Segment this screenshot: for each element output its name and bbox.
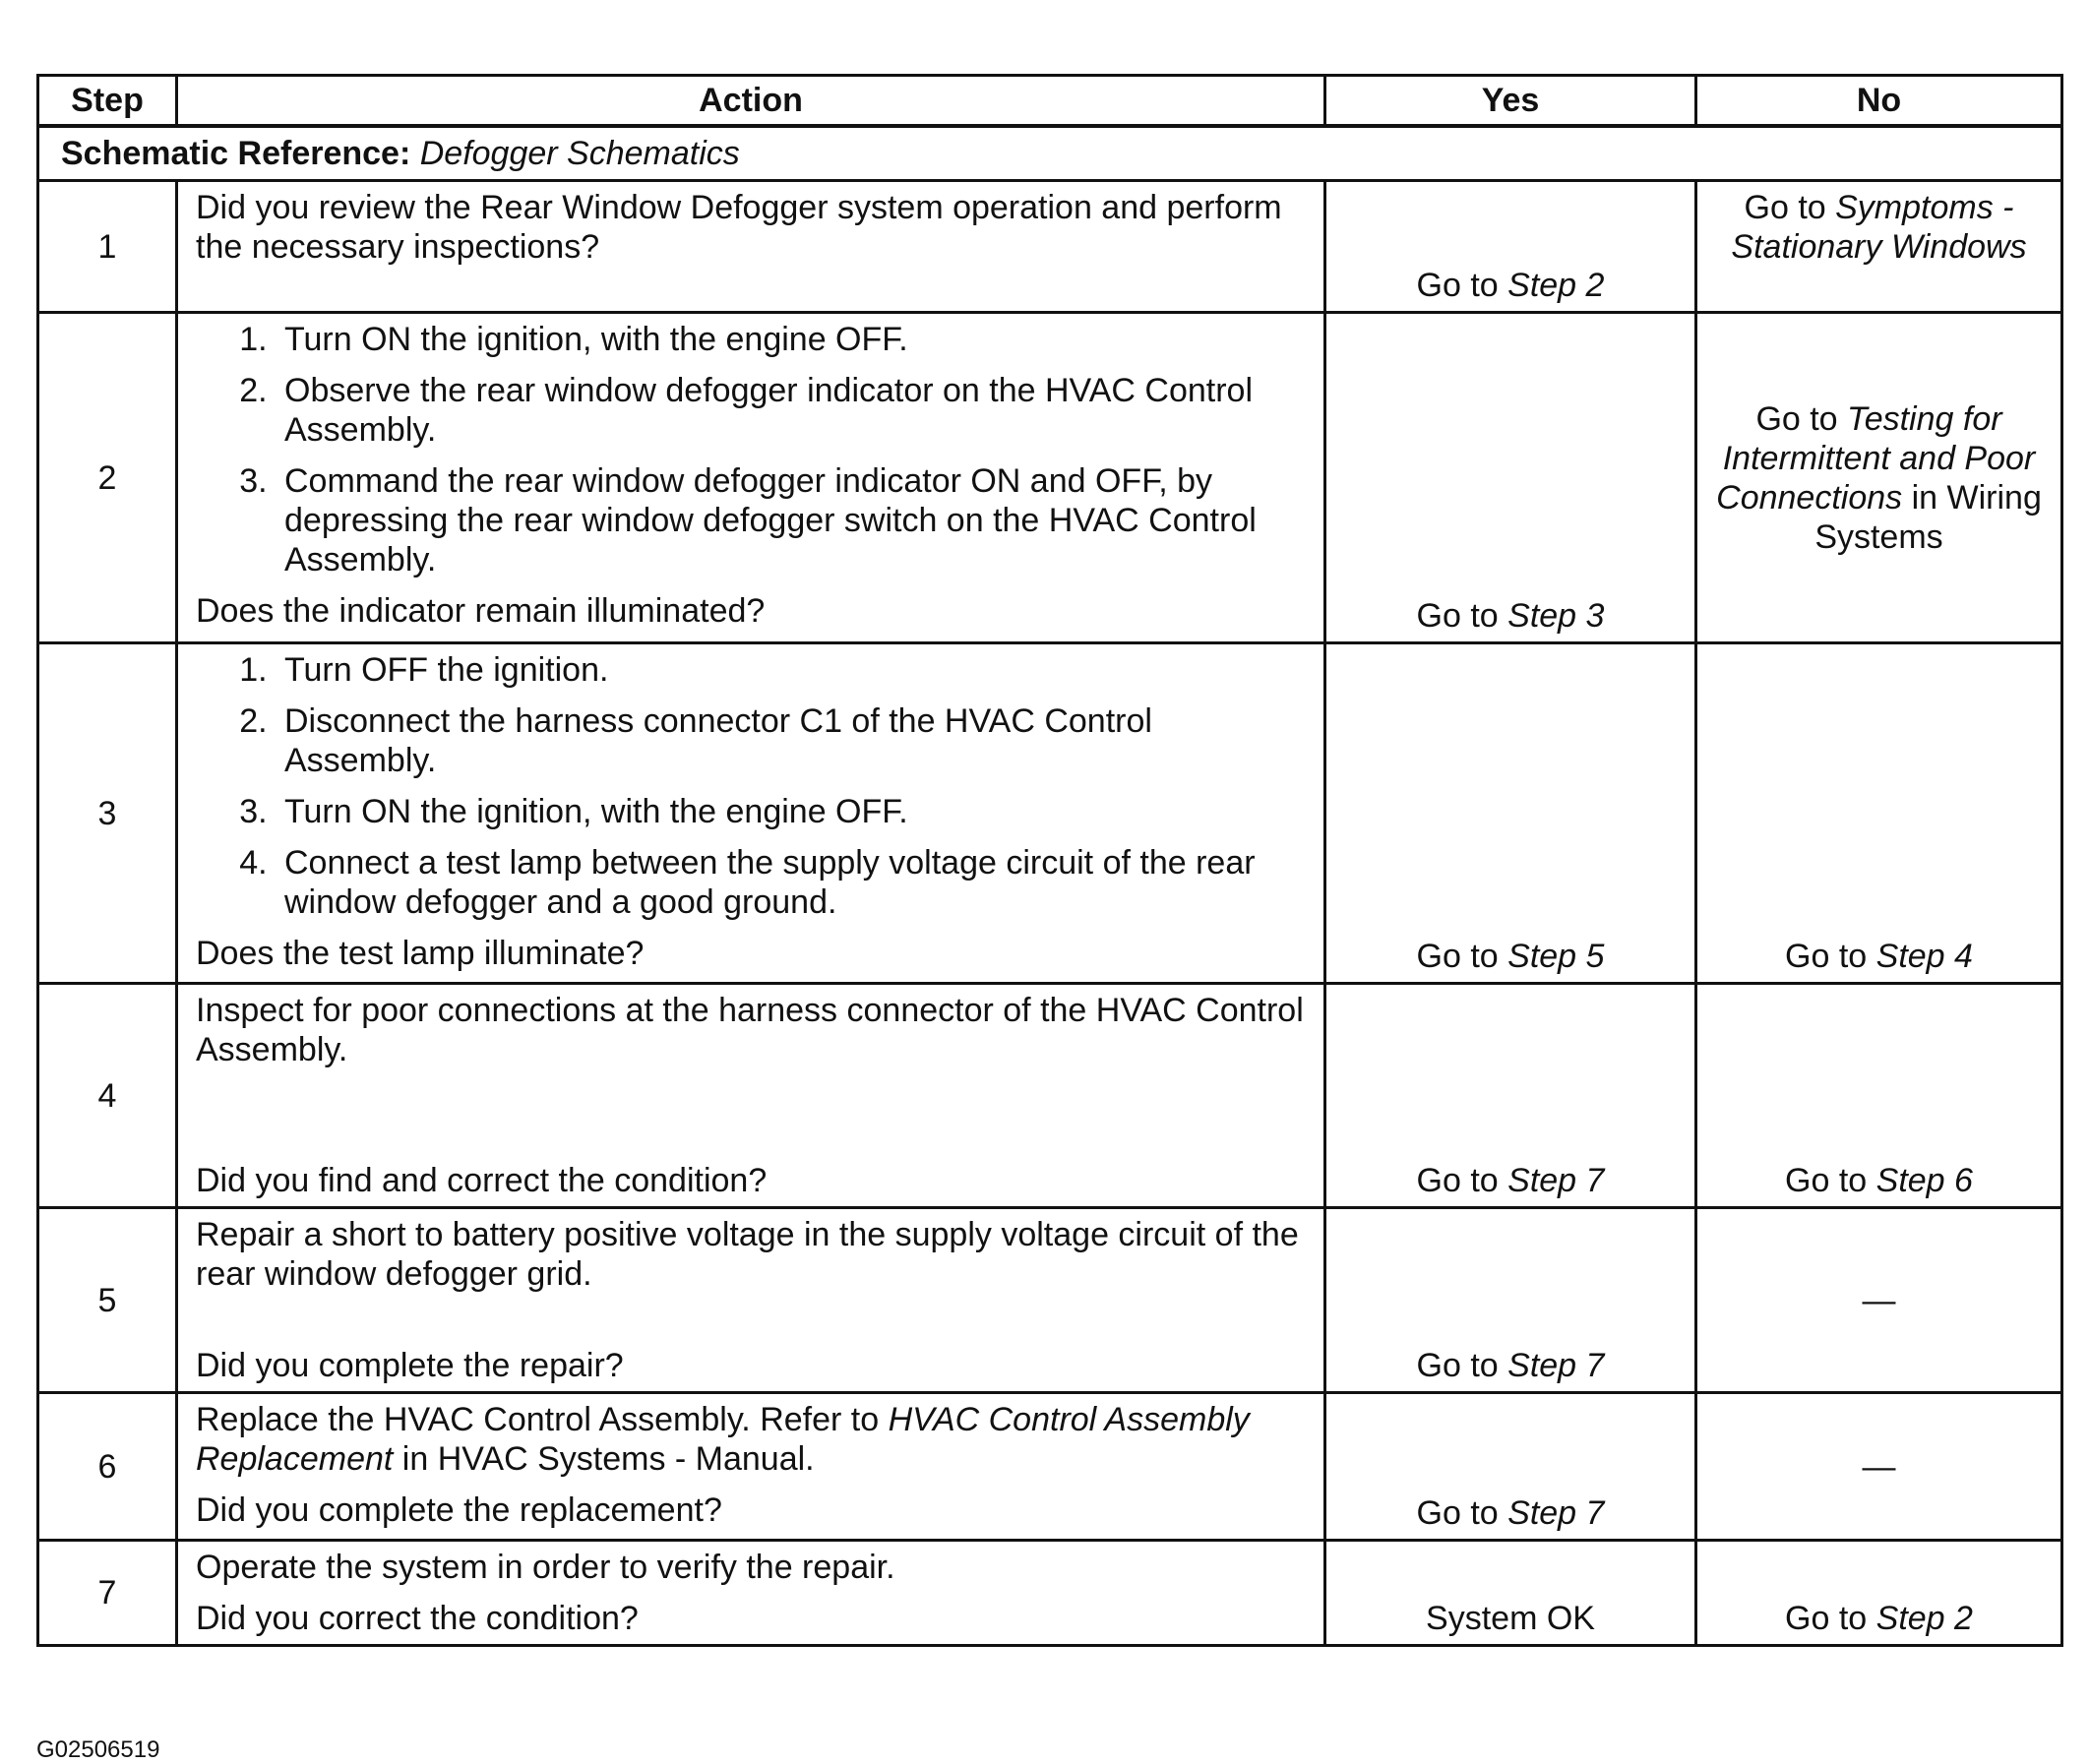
yes-link[interactable]: Step 7: [1507, 1494, 1605, 1532]
header-action: Action: [177, 76, 1325, 127]
action-list: [196, 320, 1310, 579]
step-number: 4: [38, 984, 177, 1208]
action-list: [196, 650, 1310, 922]
no-prefix: Go to: [1744, 189, 1836, 226]
table-row-step-6: [38, 1393, 2062, 1541]
action-cell: [177, 1393, 1325, 1541]
action-list-item: 1. Turn OFF the ignition.: [277, 650, 1310, 690]
yes-prefix: Go to: [1416, 938, 1508, 975]
header-no: No: [1696, 76, 2062, 127]
schematic-reference-row: [38, 126, 2062, 181]
no-cell: [1696, 1541, 2062, 1646]
schematic-reference-label: Schematic Reference:: [61, 135, 411, 172]
yes-cell: [1325, 1208, 1696, 1393]
action-cell: [177, 984, 1325, 1208]
no-cell: [1696, 313, 2062, 643]
no-dash: —: [1862, 1281, 1896, 1319]
yes-cell: [1325, 181, 1696, 313]
no-cell: [1696, 1208, 2062, 1393]
no-link[interactable]: Step 6: [1875, 1162, 1973, 1199]
action-question: Does the test lamp illuminate?: [196, 935, 645, 972]
yes-link[interactable]: Step 5: [1507, 938, 1605, 975]
no-suffix: in Wiring Systems: [1814, 478, 2042, 556]
step-number: 3: [38, 643, 177, 984]
yes-text: System OK: [1426, 1600, 1595, 1637]
action-text: Repair a short to battery positive voltage in the supply voltage circuit of the rear window defogger grid.: [196, 1216, 1299, 1293]
action-question: Did you complete the replacement?: [196, 1491, 722, 1529]
no-link[interactable]: Symptoms - Stationary Windows: [1731, 189, 2027, 266]
yes-link[interactable]: Step 2: [1507, 267, 1605, 304]
action-list-item: 2. Disconnect the harness connector C1 of the HVAC Control Assembly.: [277, 701, 1310, 780]
action-question: Did you correct the condition?: [196, 1600, 639, 1637]
action-list-item: 1. Turn ON the ignition, with the engine OFF.: [277, 320, 1310, 359]
action-cell: [177, 1208, 1325, 1393]
yes-cell: [1325, 643, 1696, 984]
table-header-row: [38, 76, 2062, 127]
diagnostic-table: [36, 74, 2063, 1647]
figure-id: G02506519: [36, 1736, 160, 1763]
step-number: 1: [38, 181, 177, 313]
schematic-reference-link[interactable]: Defogger Schematics: [419, 135, 740, 172]
yes-cell: [1325, 1393, 1696, 1541]
no-cell: [1696, 181, 2062, 313]
action-list-item: 4. Connect a test lamp between the supply voltage circuit of the rear window defogger and a good ground.: [277, 843, 1310, 922]
no-prefix: Go to: [1755, 399, 1848, 438]
no-dash: —: [1862, 1447, 1896, 1486]
table-row-step-4: [38, 984, 2062, 1208]
action-text: [196, 1400, 1310, 1479]
step-number: 5: [38, 1208, 177, 1393]
no-cell: [1696, 643, 2062, 984]
no-link[interactable]: Step 2: [1875, 1600, 1973, 1637]
action-list-item: 2. Observe the rear window defogger indicator on the HVAC Control Assembly.: [277, 371, 1310, 450]
no-prefix: Go to: [1785, 1600, 1876, 1637]
action-text: Did you review the Rear Window Defogger system operation and perform the necessary inspections?: [196, 189, 1282, 266]
yes-link[interactable]: Step 7: [1507, 1347, 1605, 1384]
header-yes: Yes: [1325, 76, 1696, 127]
yes-cell: [1325, 1541, 1696, 1646]
step-number: 2: [38, 313, 177, 643]
header-step: Step: [38, 76, 177, 127]
action-text-suffix: in HVAC Systems - Manual.: [393, 1440, 815, 1478]
yes-link[interactable]: Step 3: [1507, 597, 1605, 635]
yes-cell: [1325, 984, 1696, 1208]
yes-link[interactable]: Step 7: [1507, 1162, 1605, 1199]
yes-cell: [1325, 313, 1696, 643]
action-list-item: 3. Turn ON the ignition, with the engine OFF.: [277, 792, 1310, 831]
yes-prefix: Go to: [1416, 1347, 1508, 1384]
yes-prefix: Go to: [1416, 1494, 1508, 1532]
diagnostic-page: [36, 74, 2060, 1763]
table-row-step-7: [38, 1541, 2062, 1646]
table-row-step-3: [38, 643, 2062, 984]
no-prefix: Go to: [1785, 938, 1876, 975]
yes-prefix: Go to: [1416, 1162, 1508, 1199]
action-list-item: 3. Command the rear window defogger indicator ON and OFF, by depressing the rear window defogger switch on the HVAC Control Assembly.: [277, 461, 1310, 579]
action-text: Operate the system in order to verify the repair.: [196, 1549, 895, 1586]
action-cell: [177, 643, 1325, 984]
action-text: Inspect for poor connections at the harness connector of the HVAC Control Assembly.: [196, 992, 1304, 1068]
no-link[interactable]: Step 4: [1875, 938, 1973, 975]
no-cell: [1696, 984, 2062, 1208]
schematic-reference: [38, 126, 2062, 181]
step-number: 7: [38, 1541, 177, 1646]
no-prefix: Go to: [1785, 1162, 1876, 1199]
table-row-step-5: [38, 1208, 2062, 1393]
table-row-step-2: [38, 313, 2062, 643]
yes-prefix: Go to: [1416, 597, 1508, 635]
no-cell: [1696, 1393, 2062, 1541]
action-question: Did you find and correct the condition?: [196, 1162, 768, 1199]
action-question: Does the indicator remain illuminated?: [196, 592, 766, 630]
action-cell: [177, 313, 1325, 643]
action-text-prefix: Replace the HVAC Control Assembly. Refer to: [196, 1401, 889, 1438]
action-cell: [177, 1541, 1325, 1646]
action-cell: [177, 181, 1325, 313]
action-text-link[interactable]: HVAC Control Assembly Replacement: [196, 1401, 1250, 1478]
step-number: 6: [38, 1393, 177, 1541]
action-question: Did you complete the repair?: [196, 1347, 624, 1384]
no-link[interactable]: Testing for Intermittent and Poor Connections: [1716, 399, 2036, 517]
yes-prefix: Go to: [1416, 267, 1508, 304]
table-row-step-1: [38, 181, 2062, 313]
